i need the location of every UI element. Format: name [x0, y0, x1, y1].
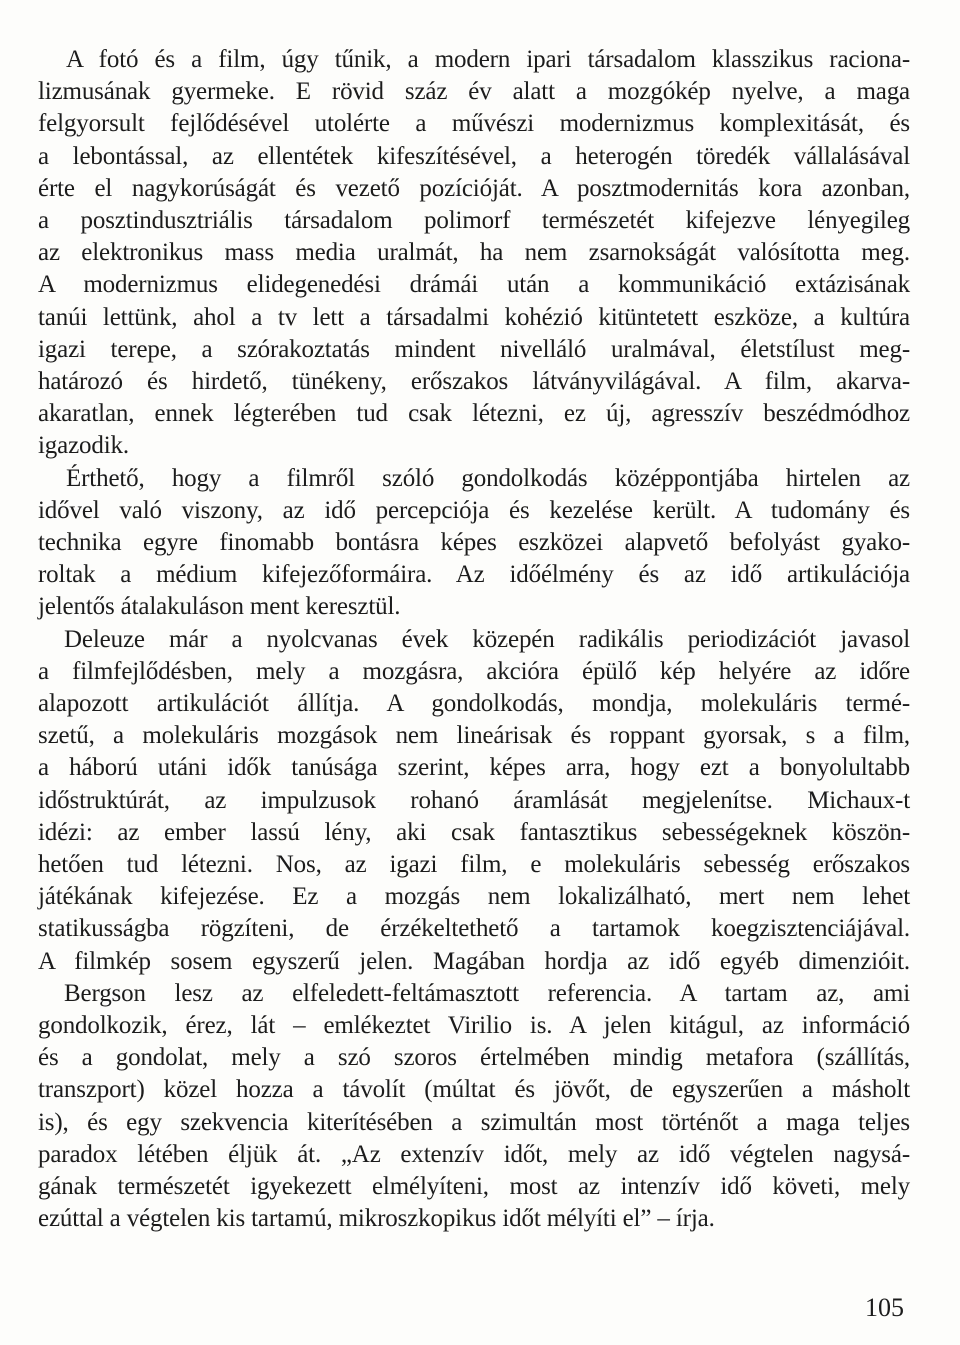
text-line: szetű, a molekuláris mozgások nem lineárisak és roppant gyorsak, s a film,	[38, 722, 910, 750]
text-line: alapozott artikulációt állítja. A gondolkodás, mondja, molekuláris termé-	[38, 690, 910, 717]
text-line: gának természetét igyekezett elmélyíteni, most az intenzív idő követi, mely	[38, 1173, 910, 1200]
text-line: a lebontással, az ellentétek kifeszítésével, a heterogén töredék vállalásával	[38, 142, 910, 170]
text-line: hetően tud létezni. Nos, az igazi film, e molekuláris sebesség erőszakos	[38, 851, 910, 878]
text-line: jelentős átalakuláson ment keresztül.	[38, 593, 401, 621]
text-line: paradox létében éljük át. „Az extenzív időt, mely az idő végtelen nagysá-	[38, 1140, 910, 1168]
text-line: tanúi lettünk, ahol a tv lett a társadalmi kohézió kitüntetett eszköze, a kultúra	[38, 303, 910, 331]
text-line: idővel való viszony, az idő percepciója és kezelése került. A tudomány és	[38, 496, 910, 524]
text-line: játékának kifejezése. Ez a mozgás nem lokalizálható, mert nem lehet	[38, 883, 910, 911]
text-line: A filmkép sosem egyszerű jelen. Magában hordja az idő egyéb dimenzióit.	[38, 947, 910, 975]
text-line: lizmusának gyermeke. E rövid száz év alatt a mozgókép nyelve, a maga	[38, 78, 910, 106]
text-line: határozó és hirdető, tünékeny, erőszakos látványvilágával. A film, akarva-	[38, 368, 910, 395]
text-line: Deleuze már a nyolcvanas évek közepén radikális periodizációt javasol	[64, 625, 910, 653]
text-line: és a gondolat, mely a szó szoros értelmében mindig metafora (szállítás,	[38, 1044, 910, 1072]
text-line: A fotó és a film, úgy tűnik, a modern ipari társadalom klasszikus raciona-	[66, 46, 910, 73]
text-line: is), és egy szekvencia kiterítésében a szimultán most történőt a maga teljes	[38, 1108, 910, 1136]
text-line: az elektronikus mass media uralmát, ha nem zsarnokságát valósította meg.	[38, 239, 910, 267]
text-line: a posztindusztriális társadalom polimorf természetét kifejezve lényegileg	[38, 207, 910, 234]
text-line: igazi terepe, a szórakoztatás mindent nivelláló uralmával, életstílust meg-	[38, 335, 910, 363]
text-line: Bergson lesz az elfeledett-feltámasztott referencia. A tartam az, ami	[64, 979, 910, 1007]
page-number: 105	[865, 1293, 904, 1322]
text-line: gondolkozik, érez, lát – emlékeztet Virilio is. A jelen kitágul, az információ	[38, 1012, 910, 1039]
text-line: A modernizmus elidegenedési drámái után a kommunikáció extázisának	[38, 271, 910, 299]
text-line: transzport) közel hozza a távolít (múltat és jövőt, de egyszerűen a másholt	[38, 1076, 910, 1104]
text-line: felgyorsult fejlődésével utolérte a művészi modernizmus komplexitását, és	[38, 110, 910, 138]
text-line: a háború utáni idők tanúsága szerint, képes arra, hogy ezt a bonyolultabb	[38, 754, 910, 782]
text-line: technika egyre finomabb bontásra képes eszközei alapvető befolyást gyako-	[38, 529, 910, 556]
text-line: Érthető, hogy a filmről szóló gondolkodás középpontjába hirtelen az	[66, 464, 910, 492]
text-line: idézi: az ember lassú lény, aki csak fantasztikus sebességeknek köszön-	[38, 818, 910, 846]
text-line: roltak a médium kifejezőformáira. Az időélmény és az idő artikulációja	[38, 561, 910, 589]
text-line: statikusságba rögzíteni, de érzékeltethető a tartamok koegzisztenciájával.	[38, 915, 910, 943]
text-line: időstruktúrát, az impulzusok rohanó áramlását megjelenítse. Michaux-t	[38, 786, 910, 814]
text-line: igazodik.	[38, 432, 129, 460]
text-line: akaratlan, ennek légterében tud csak létezni, ez új, agresszív beszédmódhoz	[38, 400, 910, 428]
text-line: ezúttal a végtelen kis tartamú, mikroszkopikus időt mélyíti el” – írja.	[38, 1205, 715, 1233]
text-line: a filmfejlődésben, mely a mozgásra, akcióra épülő kép helyére az időre	[38, 657, 910, 685]
text-line: érte el nagykorúságát és vezető pozícióját. A posztmodernitás kora azonban,	[38, 174, 910, 202]
